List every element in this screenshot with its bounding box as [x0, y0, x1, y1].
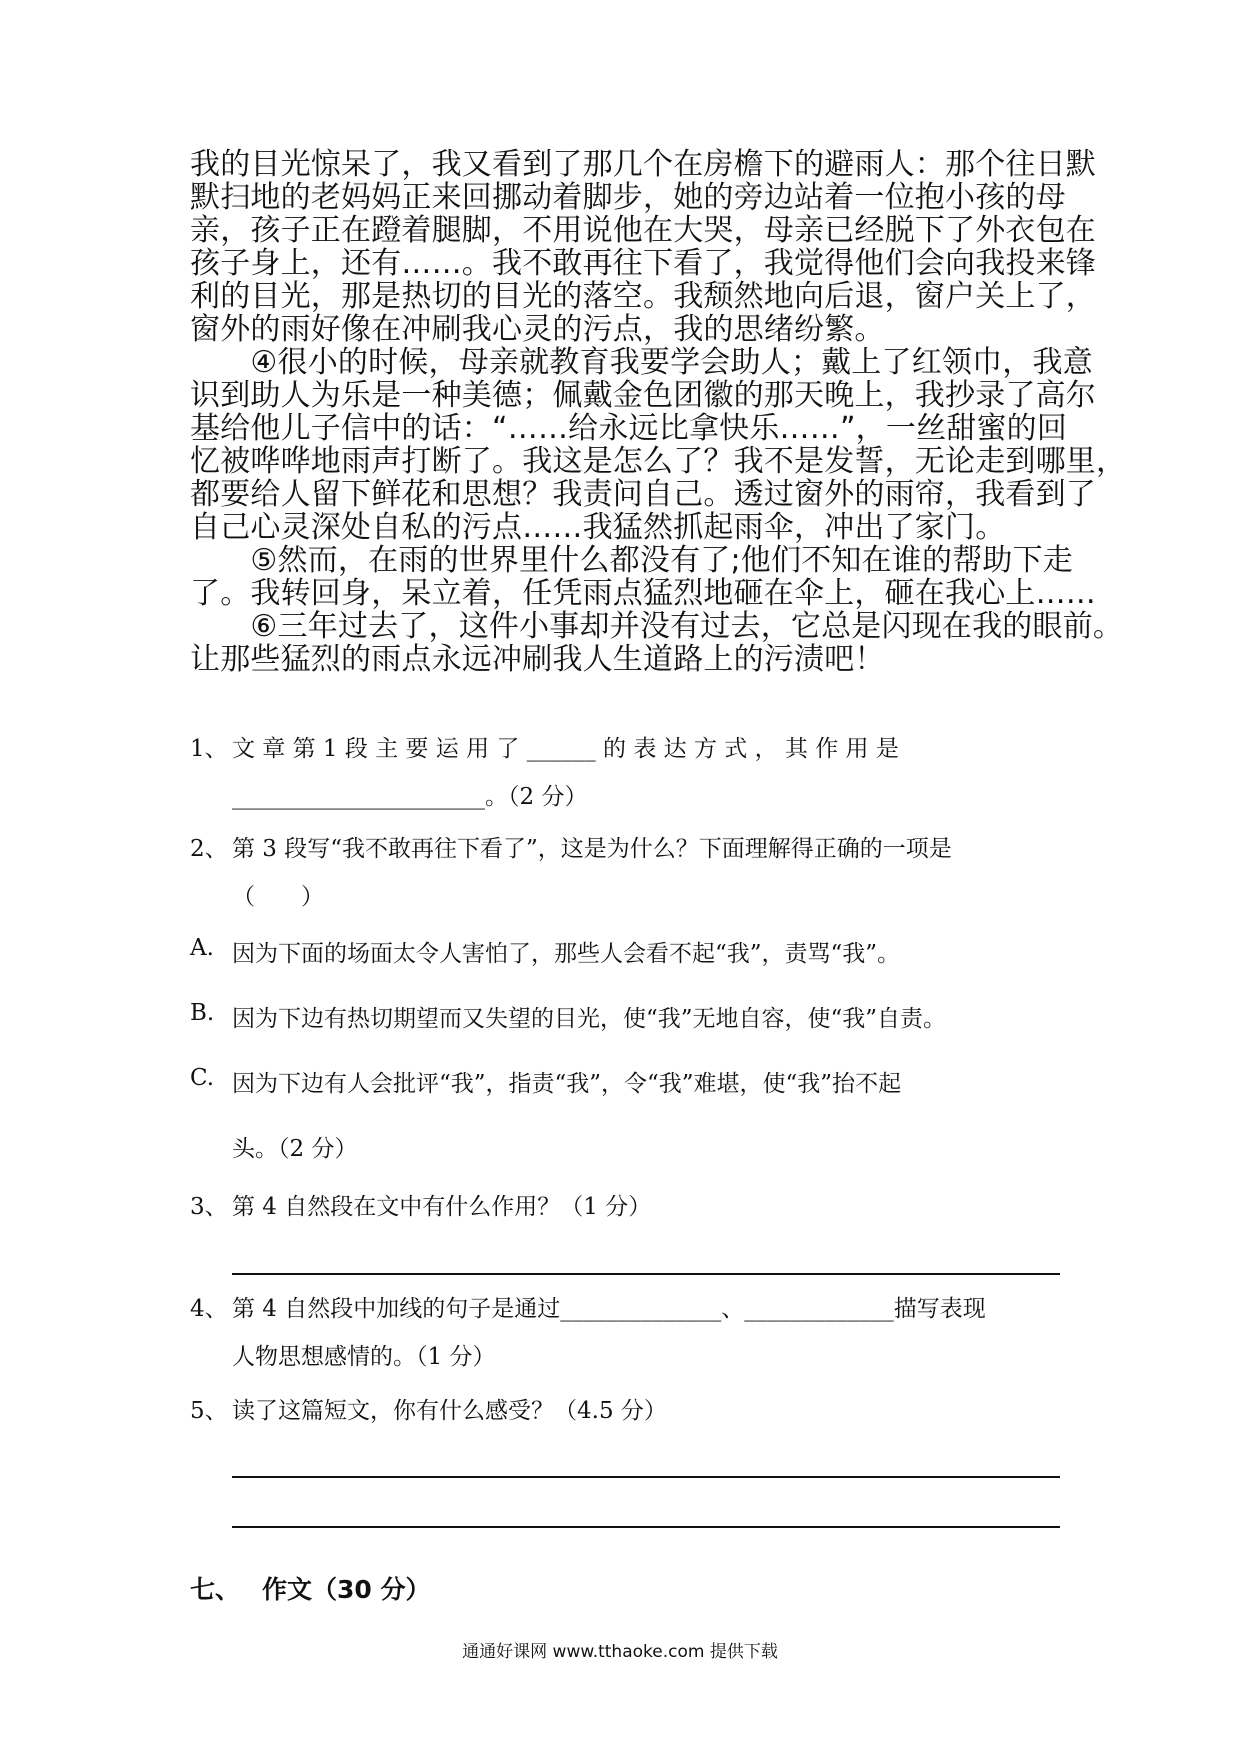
section-number: 七、 [190, 1575, 241, 1604]
question-number: 3、 [190, 1194, 228, 1220]
page-footer: 通通好课网 www.tthaoke.com 提供下载 [462, 1642, 778, 1662]
passage-line: 我的目光惊呆了，我又看到了那几个在房檐下的避雨人：那个往日默 [190, 147, 1096, 182]
passage-line: 让那些猛烈的雨点永远冲刷我人生道路上的污渍吧！ [190, 642, 885, 677]
answer-line[interactable] [232, 1476, 1060, 1478]
answer-bracket[interactable]: （ ） [232, 884, 324, 910]
passage-line: 亲，孩子正在蹬着腿脚，不用说他在大哭，母亲已经脱下了外衣包在 [190, 213, 1096, 248]
option-text-cont: 头。（2 分） [232, 1136, 358, 1162]
passage-line: ⑤然而，在雨的世界里什么都没有了;他们不知在谁的帮助下走 [190, 543, 1074, 578]
question-text: 第 3 段写“我不敢再往下看了”，这是为什么？下面理解得正确的一项是 [232, 836, 952, 862]
answer-line[interactable] [232, 1273, 1060, 1275]
question-text: 第 4 自然段在文中有什么作用？（1 分） [232, 1194, 652, 1220]
question-number: 1、 [190, 736, 228, 762]
passage-line: 自己心灵深处自私的污点……我猛然抓起雨伞，冲出了家门。 [190, 510, 1006, 545]
option-text: 因为下边有人会批评“我”，指责“我”，令“我”难堪，使“我”抬不起 [232, 1071, 902, 1097]
passage-line: 窗外的雨好像在冲刷我心灵的污点，我的思绪纷繁。 [190, 312, 885, 347]
passage-line: 默扫地的老妈妈正来回挪动着脚步，她的旁边站着一位抱小孩的母 [190, 180, 1066, 215]
passage-line: 孩子身上，还有……。我不敢再往下看了，我觉得他们会向我投来锋 [190, 246, 1096, 281]
passage-line: 都要给人留下鲜花和思想？我责问自己。透过窗外的雨帘，我看到了 [190, 477, 1096, 512]
passage-line: 了。我转回身，呆立着，任凭雨点猛烈地砸在伞上，砸在我心上…… [190, 576, 1096, 611]
passage-line: ⑥三年过去了，这件小事却并没有过去，它总是闪现在我的眼前。 [190, 609, 1124, 644]
question-text: 读了这篇短文，你有什么感受？（4.5 分） [232, 1398, 667, 1424]
section-title: 作文（30 分） [262, 1575, 431, 1604]
option-text: 因为下面的场面太令人害怕了，那些人会看不起“我”，责骂“我”。 [232, 941, 901, 967]
question-number: 5、 [190, 1398, 228, 1424]
passage-line: ④很小的时候，母亲就教育我要学会助人；戴上了红领巾，我意 [190, 345, 1093, 380]
answer-line[interactable] [232, 1526, 1060, 1528]
passage-line: 忆被哗哗地雨声打断了。我这是怎么了？我不是发誓，无论走到哪里， [190, 444, 1127, 479]
option-letter: A. [190, 935, 214, 961]
question-text-cont[interactable]: ______________________。（2 分） [232, 784, 588, 810]
question-number: 4、 [190, 1296, 228, 1322]
reading-passage [190, 147, 1127, 677]
option-text: 因为下边有热切期望而又失望的目光，使“我”无地自容，使“我”自责。 [232, 1006, 947, 1032]
question-text-cont: 人物思想感情的。（1 分） [232, 1344, 496, 1370]
passage-line: 识到助人为乐是一种美德；佩戴金色团徽的那天晚上，我抄录了高尔 [190, 378, 1096, 413]
question-text[interactable]: 第 4 自然段中加线的句子是通过______________、_____________描写表现 [232, 1296, 986, 1322]
option-letter: C. [190, 1065, 215, 1091]
question-text: 文 章 第 1 段 主 要 运 用 了 ______ 的 表 达 方 式 ， 其 作 用 是 [232, 736, 899, 762]
question-number: 2、 [190, 836, 228, 862]
passage-line: 基给他儿子信中的话：“……给永远比拿快乐……”，一丝甜蜜的回 [190, 411, 1068, 446]
option-letter: B. [190, 1000, 215, 1026]
passage-line: 利的目光，那是热切的目光的落空。我颓然地向后退，窗户关上了， [190, 279, 1096, 314]
